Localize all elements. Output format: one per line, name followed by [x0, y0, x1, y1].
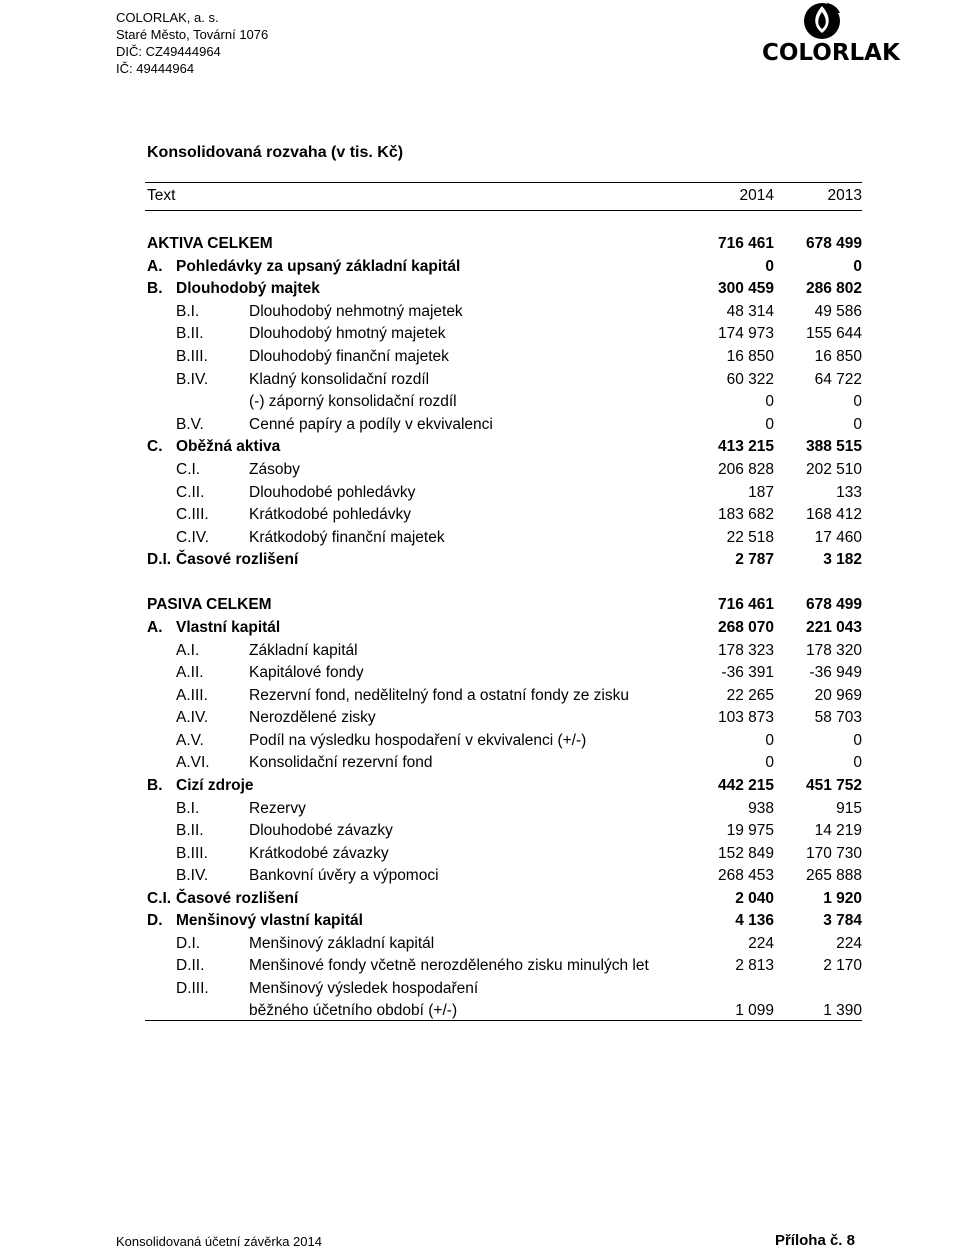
company-dic: DIČ: CZ49444964 — [116, 44, 221, 59]
row-label: Dlouhodobý nehmotný majetek — [249, 303, 463, 320]
row-value-2013: 20 969 — [814, 687, 862, 704]
table-row — [147, 617, 862, 639]
row-value-2013: 221 043 — [805, 619, 862, 636]
row-label: Časové rozlišení — [176, 551, 299, 568]
row-label: Cizí zdroje — [176, 777, 254, 794]
header-text: Text — [147, 187, 176, 204]
row-code: B.I. — [176, 303, 200, 320]
row-label: Oběžná aktiva — [176, 438, 281, 455]
row-value-2014: 2 787 — [735, 551, 774, 568]
row-value-2014: 716 461 — [717, 596, 774, 613]
row-value-2013: 16 850 — [814, 348, 862, 365]
row-code: B.III. — [176, 845, 208, 862]
row-value-2014: 0 — [765, 258, 774, 275]
row-value-2014: 300 459 — [717, 280, 774, 297]
row-value-2014: 183 682 — [717, 506, 774, 523]
row-value-2013: 678 499 — [805, 235, 862, 252]
row-code: D.II. — [176, 957, 205, 974]
row-code: C.III. — [176, 506, 209, 523]
row-value-2013: 58 703 — [814, 709, 862, 726]
row-code: B.IV. — [176, 867, 209, 884]
row-code: D. — [147, 912, 163, 929]
row-code: B.II. — [176, 822, 204, 839]
row-code: D.I. — [176, 935, 201, 952]
table-row — [147, 775, 862, 797]
table-row — [147, 1000, 862, 1022]
row-label: Krátkodobé pohledávky — [249, 506, 412, 523]
row-value-2014: 60 322 — [726, 371, 774, 388]
table-row — [147, 414, 862, 436]
row-code: C.II. — [176, 484, 205, 501]
row-code: PASIVA CELKEM — [147, 596, 272, 613]
row-value-2013: 2 170 — [823, 957, 862, 974]
header-year-2013: 2013 — [827, 187, 862, 204]
row-value-2014: 0 — [765, 754, 774, 771]
table-row — [147, 482, 862, 504]
table-row — [147, 933, 862, 955]
row-value-2014: 1 099 — [735, 1002, 774, 1019]
row-label: Časové rozlišení — [176, 890, 299, 907]
row-value-2013: 0 — [853, 416, 862, 433]
table-row — [147, 346, 862, 368]
row-code: B. — [147, 777, 163, 794]
table-row — [147, 955, 862, 977]
row-value-2014: -36 391 — [721, 664, 774, 681]
table-row — [147, 910, 862, 932]
row-label: Dlouhodobý majtek — [176, 280, 320, 297]
row-value-2014: 0 — [765, 393, 774, 410]
row-label: Menšinový vlastní kapitál — [176, 912, 363, 929]
row-value-2013: 1 390 — [823, 1002, 862, 1019]
row-value-2014: 0 — [765, 732, 774, 749]
row-label: Cenné papíry a podíly v ekvivalenci — [249, 416, 493, 433]
row-value-2013: 133 — [836, 484, 862, 501]
row-code: C.I. — [147, 890, 172, 907]
table-row — [147, 685, 862, 707]
table-header-rule — [145, 210, 862, 211]
table-row — [147, 978, 862, 1000]
row-value-2013: -36 949 — [809, 664, 862, 681]
row-label: Menšinový základní kapitál — [249, 935, 435, 952]
row-value-2013: 49 586 — [814, 303, 862, 320]
row-code: C. — [147, 438, 163, 455]
row-label: Dlouhodobý hmotný majetek — [249, 325, 446, 342]
row-code: A.VI. — [176, 754, 210, 771]
row-value-2014: 48 314 — [726, 303, 774, 320]
company-ic: IČ: 49444964 — [116, 61, 195, 76]
row-code: B.V. — [176, 416, 204, 433]
row-value-2014: 178 323 — [717, 642, 774, 659]
row-label: Bankovní úvěry a výpomoci — [249, 867, 439, 884]
row-value-2014: 2 040 — [735, 890, 774, 907]
row-label: Pohledávky za upsaný základní kapitál — [176, 258, 461, 275]
row-value-2014: 2 813 — [735, 957, 774, 974]
row-code: A.IV. — [176, 709, 209, 726]
table-top-rule — [145, 182, 862, 183]
row-label: Dlouhodobý finanční majetek — [249, 348, 449, 365]
row-value-2014: 268 070 — [717, 619, 774, 636]
row-value-2013: 0 — [853, 258, 862, 275]
row-label: (-) záporný konsolidační rozdíl — [249, 393, 457, 410]
page-title: Konsolidovaná rozvaha (v tis. Kč) — [147, 144, 404, 161]
logo-text: COLORLAK — [762, 40, 900, 66]
table-row — [147, 640, 862, 662]
header-year-2014: 2014 — [739, 187, 774, 204]
row-code: A.II. — [176, 664, 204, 681]
row-label: Podíl na výsledku hospodaření v ekvivalenci (+/-) — [249, 732, 587, 749]
row-value-2013: 265 888 — [805, 867, 862, 884]
company-name: COLORLAK, a. s. — [116, 10, 219, 25]
row-value-2013: 0 — [853, 732, 862, 749]
table-row — [147, 301, 862, 323]
row-value-2014: 174 973 — [717, 325, 774, 342]
row-label: Rezervy — [249, 800, 306, 817]
colorlak-logo — [760, 0, 900, 70]
row-label: Dlouhodobé pohledávky — [249, 484, 416, 501]
row-label: Vlastní kapitál — [176, 619, 281, 636]
row-code: A. — [147, 619, 163, 636]
table-row — [147, 369, 862, 391]
row-value-2014: 206 828 — [717, 461, 774, 478]
row-label: Krátkodobé závazky — [249, 845, 389, 862]
row-label: Základní kapitál — [249, 642, 358, 659]
row-value-2014: 16 850 — [726, 348, 774, 365]
row-value-2013: 3 784 — [823, 912, 862, 929]
company-info — [116, 9, 268, 77]
table-row — [147, 594, 862, 616]
table-row — [147, 707, 862, 729]
footer-attachment: Příloha č. 8 — [774, 1232, 855, 1249]
table-header — [147, 185, 862, 207]
row-label: Zásoby — [249, 461, 300, 478]
table-row — [147, 323, 862, 345]
table-row — [147, 527, 862, 549]
table-row — [147, 798, 862, 820]
row-label: Menšinový výsledek hospodaření — [249, 980, 479, 997]
row-code: D.I. — [147, 551, 172, 568]
row-value-2013: 678 499 — [805, 596, 862, 613]
row-value-2013: 1 920 — [823, 890, 862, 907]
row-value-2014: 22 518 — [726, 529, 774, 546]
table-row — [147, 391, 862, 413]
logo-drop-icon — [800, 0, 844, 42]
row-value-2013: 202 510 — [805, 461, 862, 478]
row-value-2013: 178 320 — [805, 642, 862, 659]
row-code: C.IV. — [176, 529, 210, 546]
footer-title: Konsolidovaná účetní závěrka 2014 — [116, 1234, 322, 1249]
table-row — [147, 888, 862, 910]
row-value-2013: 224 — [836, 935, 862, 952]
row-code: B.I. — [176, 800, 200, 817]
row-value-2014: 19 975 — [726, 822, 774, 839]
row-label: Rezervní fond, nedělitelný fond a ostatní fondy ze zisku — [249, 687, 629, 704]
table-row — [147, 662, 862, 684]
row-value-2013: 14 219 — [814, 822, 862, 839]
row-value-2014: 187 — [748, 484, 774, 501]
row-code: A. — [147, 258, 163, 275]
row-code: B.IV. — [176, 371, 209, 388]
row-value-2013: 64 722 — [814, 371, 862, 388]
row-value-2014: 0 — [765, 416, 774, 433]
row-value-2013: 0 — [853, 393, 862, 410]
row-label: Nerozdělené zisky — [249, 709, 376, 726]
row-value-2013: 168 412 — [805, 506, 862, 523]
row-value-2013: 388 515 — [805, 438, 862, 455]
row-code: AKTIVA CELKEM — [147, 235, 273, 252]
row-code: B.III. — [176, 348, 208, 365]
row-code: D.III. — [176, 980, 209, 997]
row-value-2014: 4 136 — [735, 912, 774, 929]
row-code: B.II. — [176, 325, 204, 342]
row-value-2014: 442 215 — [717, 777, 774, 794]
row-label: Konsolidační rezervní fond — [249, 754, 433, 771]
row-code: B. — [147, 280, 163, 297]
row-value-2014: 224 — [748, 935, 774, 952]
table-row — [147, 459, 862, 481]
row-value-2014: 938 — [748, 800, 774, 817]
row-code: A.V. — [176, 732, 204, 749]
row-value-2013: 286 802 — [805, 280, 862, 297]
row-value-2013: 3 182 — [823, 551, 862, 568]
row-value-2013: 170 730 — [805, 845, 862, 862]
table-row — [147, 549, 862, 571]
row-value-2013: 155 644 — [805, 325, 862, 342]
table-bottom-rule — [145, 1020, 862, 1021]
row-value-2014: 152 849 — [717, 845, 774, 862]
row-label: Dlouhodobé závazky — [249, 822, 393, 839]
table-row — [147, 865, 862, 887]
row-code: C.I. — [176, 461, 201, 478]
row-value-2013: 0 — [853, 754, 862, 771]
row-label: Menšinové fondy včetně nerozděleného zisku minulých let — [249, 957, 649, 974]
table-row — [147, 278, 862, 300]
row-value-2014: 716 461 — [717, 235, 774, 252]
row-value-2014: 413 215 — [717, 438, 774, 455]
row-value-2014: 103 873 — [717, 709, 774, 726]
table-row — [147, 752, 862, 774]
table-row — [147, 256, 862, 278]
company-address: Staré Město, Tovární 1076 — [116, 27, 269, 42]
table-row — [147, 820, 862, 842]
row-value-2014: 22 265 — [726, 687, 774, 704]
table-row — [147, 233, 862, 255]
table-row — [147, 504, 862, 526]
table-row — [147, 730, 862, 752]
row-label: Krátkodobý finanční majetek — [249, 529, 445, 546]
table-row — [147, 436, 862, 458]
table-row — [147, 843, 862, 865]
row-code: A.I. — [176, 642, 200, 659]
row-code: A.III. — [176, 687, 208, 704]
row-label: Kladný konsolidační rozdíl — [249, 371, 430, 388]
row-label: běžného účetního období (+/-) — [249, 1002, 458, 1019]
row-value-2014: 268 453 — [717, 867, 774, 884]
row-value-2013: 915 — [836, 800, 862, 817]
row-value-2013: 451 752 — [805, 777, 862, 794]
row-label: Kapitálové fondy — [249, 664, 364, 681]
row-value-2013: 17 460 — [814, 529, 862, 546]
